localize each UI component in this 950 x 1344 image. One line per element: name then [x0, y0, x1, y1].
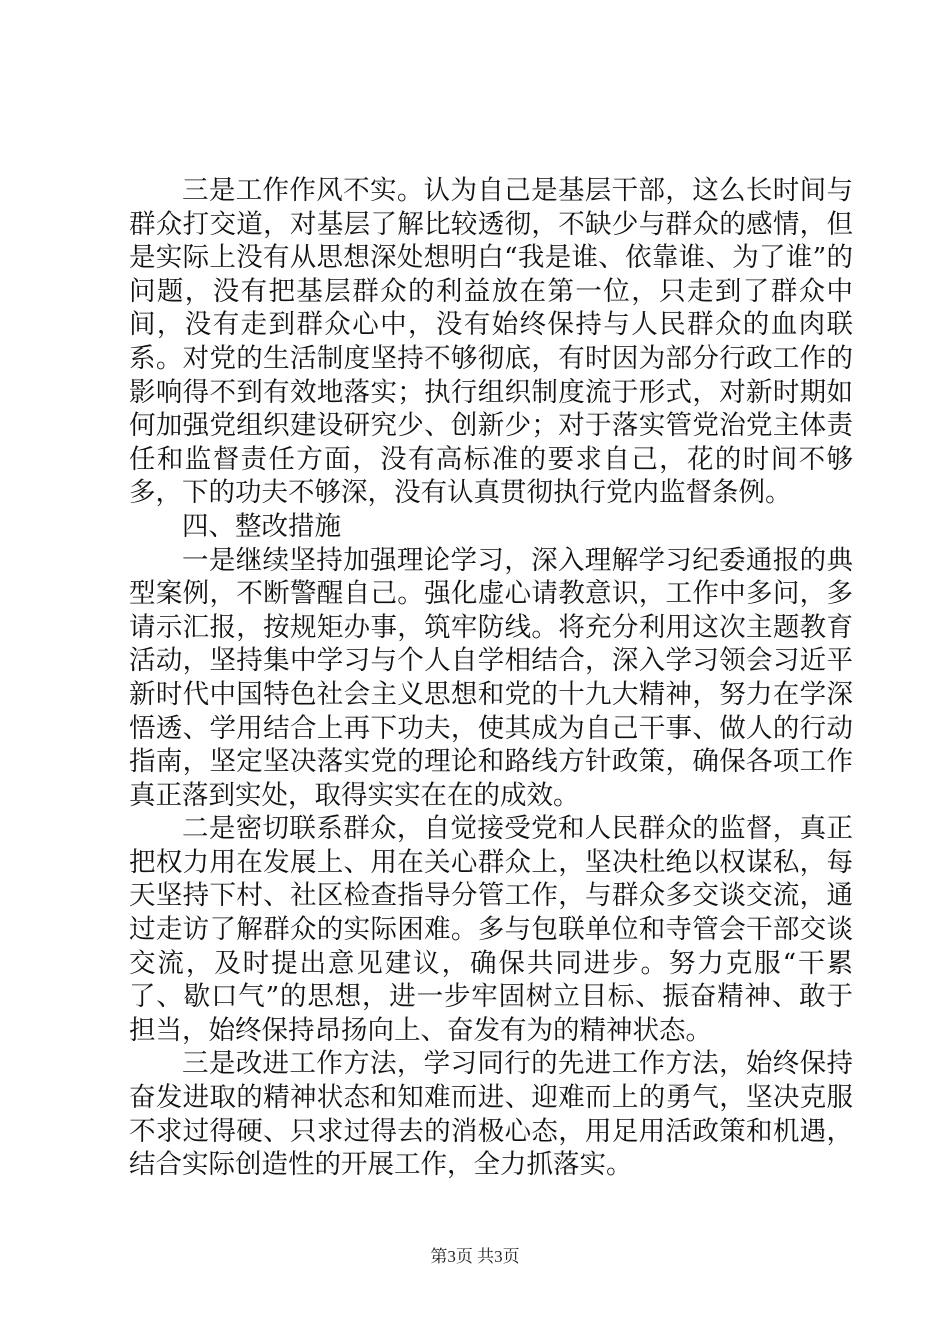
section-heading-rectification: 四、整改措施: [182, 510, 341, 542]
document-body: [129, 174, 853, 1182]
paragraph-measure-work-methods: 三是改进工作方法，学习同行的先进工作方法，始终保持奋发进取的精神状态和知难而进、迎难而上的勇气，坚决克服不求过得硬、只求过得去的消极心态，用足用活政策和机遇，结合实际创造性的开展工作，全力抓落实。: [129, 1048, 853, 1181]
paragraph-work-style: 三是工作作风不实。认为自己是基层干部，这么长时间与群众打交道，对基层了解比较透彻，不缺少与群众的感情，但是实际上没有从思想深处想明白“我是谁、依靠谁、为了谁”的问题，没有把基层群众的利益放在第一位，只走到了群众中间，没有走到群众心中，没有始终保持与人民群众的血肉联系。对党的生活制度坚持不够彻底，有时因为部分行政工作的影响得不到有效地落实；执行组织制度流于形式，对新时期如何加强党组织建设研究少、创新少；对于落实管党治党主体责任和监督责任方面，没有高标准的要求自己，花的时间不够多，下的功夫不够深，没有认真贯彻执行党内监督条例。: [129, 175, 853, 509]
page-number-footer: 第3页 共3页: [430, 1247, 520, 1266]
paragraph-measure-theory-study: 一是继续坚持加强理论学习，深入理解学习纪委通报的典型案例，不断警醒自己。强化虚心请教意识，工作中多问，多请示汇报，按规矩办事，筑牢防线。将充分利用这次主题教育活动，坚持集中学习与个人自学相结合，深入学习领会习近平新时代中国特色社会主义思想和党的十九大精神，努力在学深悟透、学用结合上再下功夫，使其成为自己干事、做人的行动指南，坚定坚决落实党的理论和路线方针政策，确保各项工作真正落到实处，取得实实在在的成效。: [129, 544, 853, 811]
paragraph-measure-contact-masses: 二是密切联系群众，自觉接受党和人民群众的监督，真正把权力用在发展上、用在关心群众上，坚决杜绝以权谋私，每天坚持下村、社区检查指导分管工作，与群众多交谈交流，通过走访了解群众的实际困难。多与包联单位和寺管会干部交谈交流，及时提出意见建议，确保共同进步。努力克服“干累了、歇口气”的思想，进一步牢固树立目标、振奋精神、敢于担当，始终保持昂扬向上、奋发有为的精神状态。: [129, 813, 853, 1046]
